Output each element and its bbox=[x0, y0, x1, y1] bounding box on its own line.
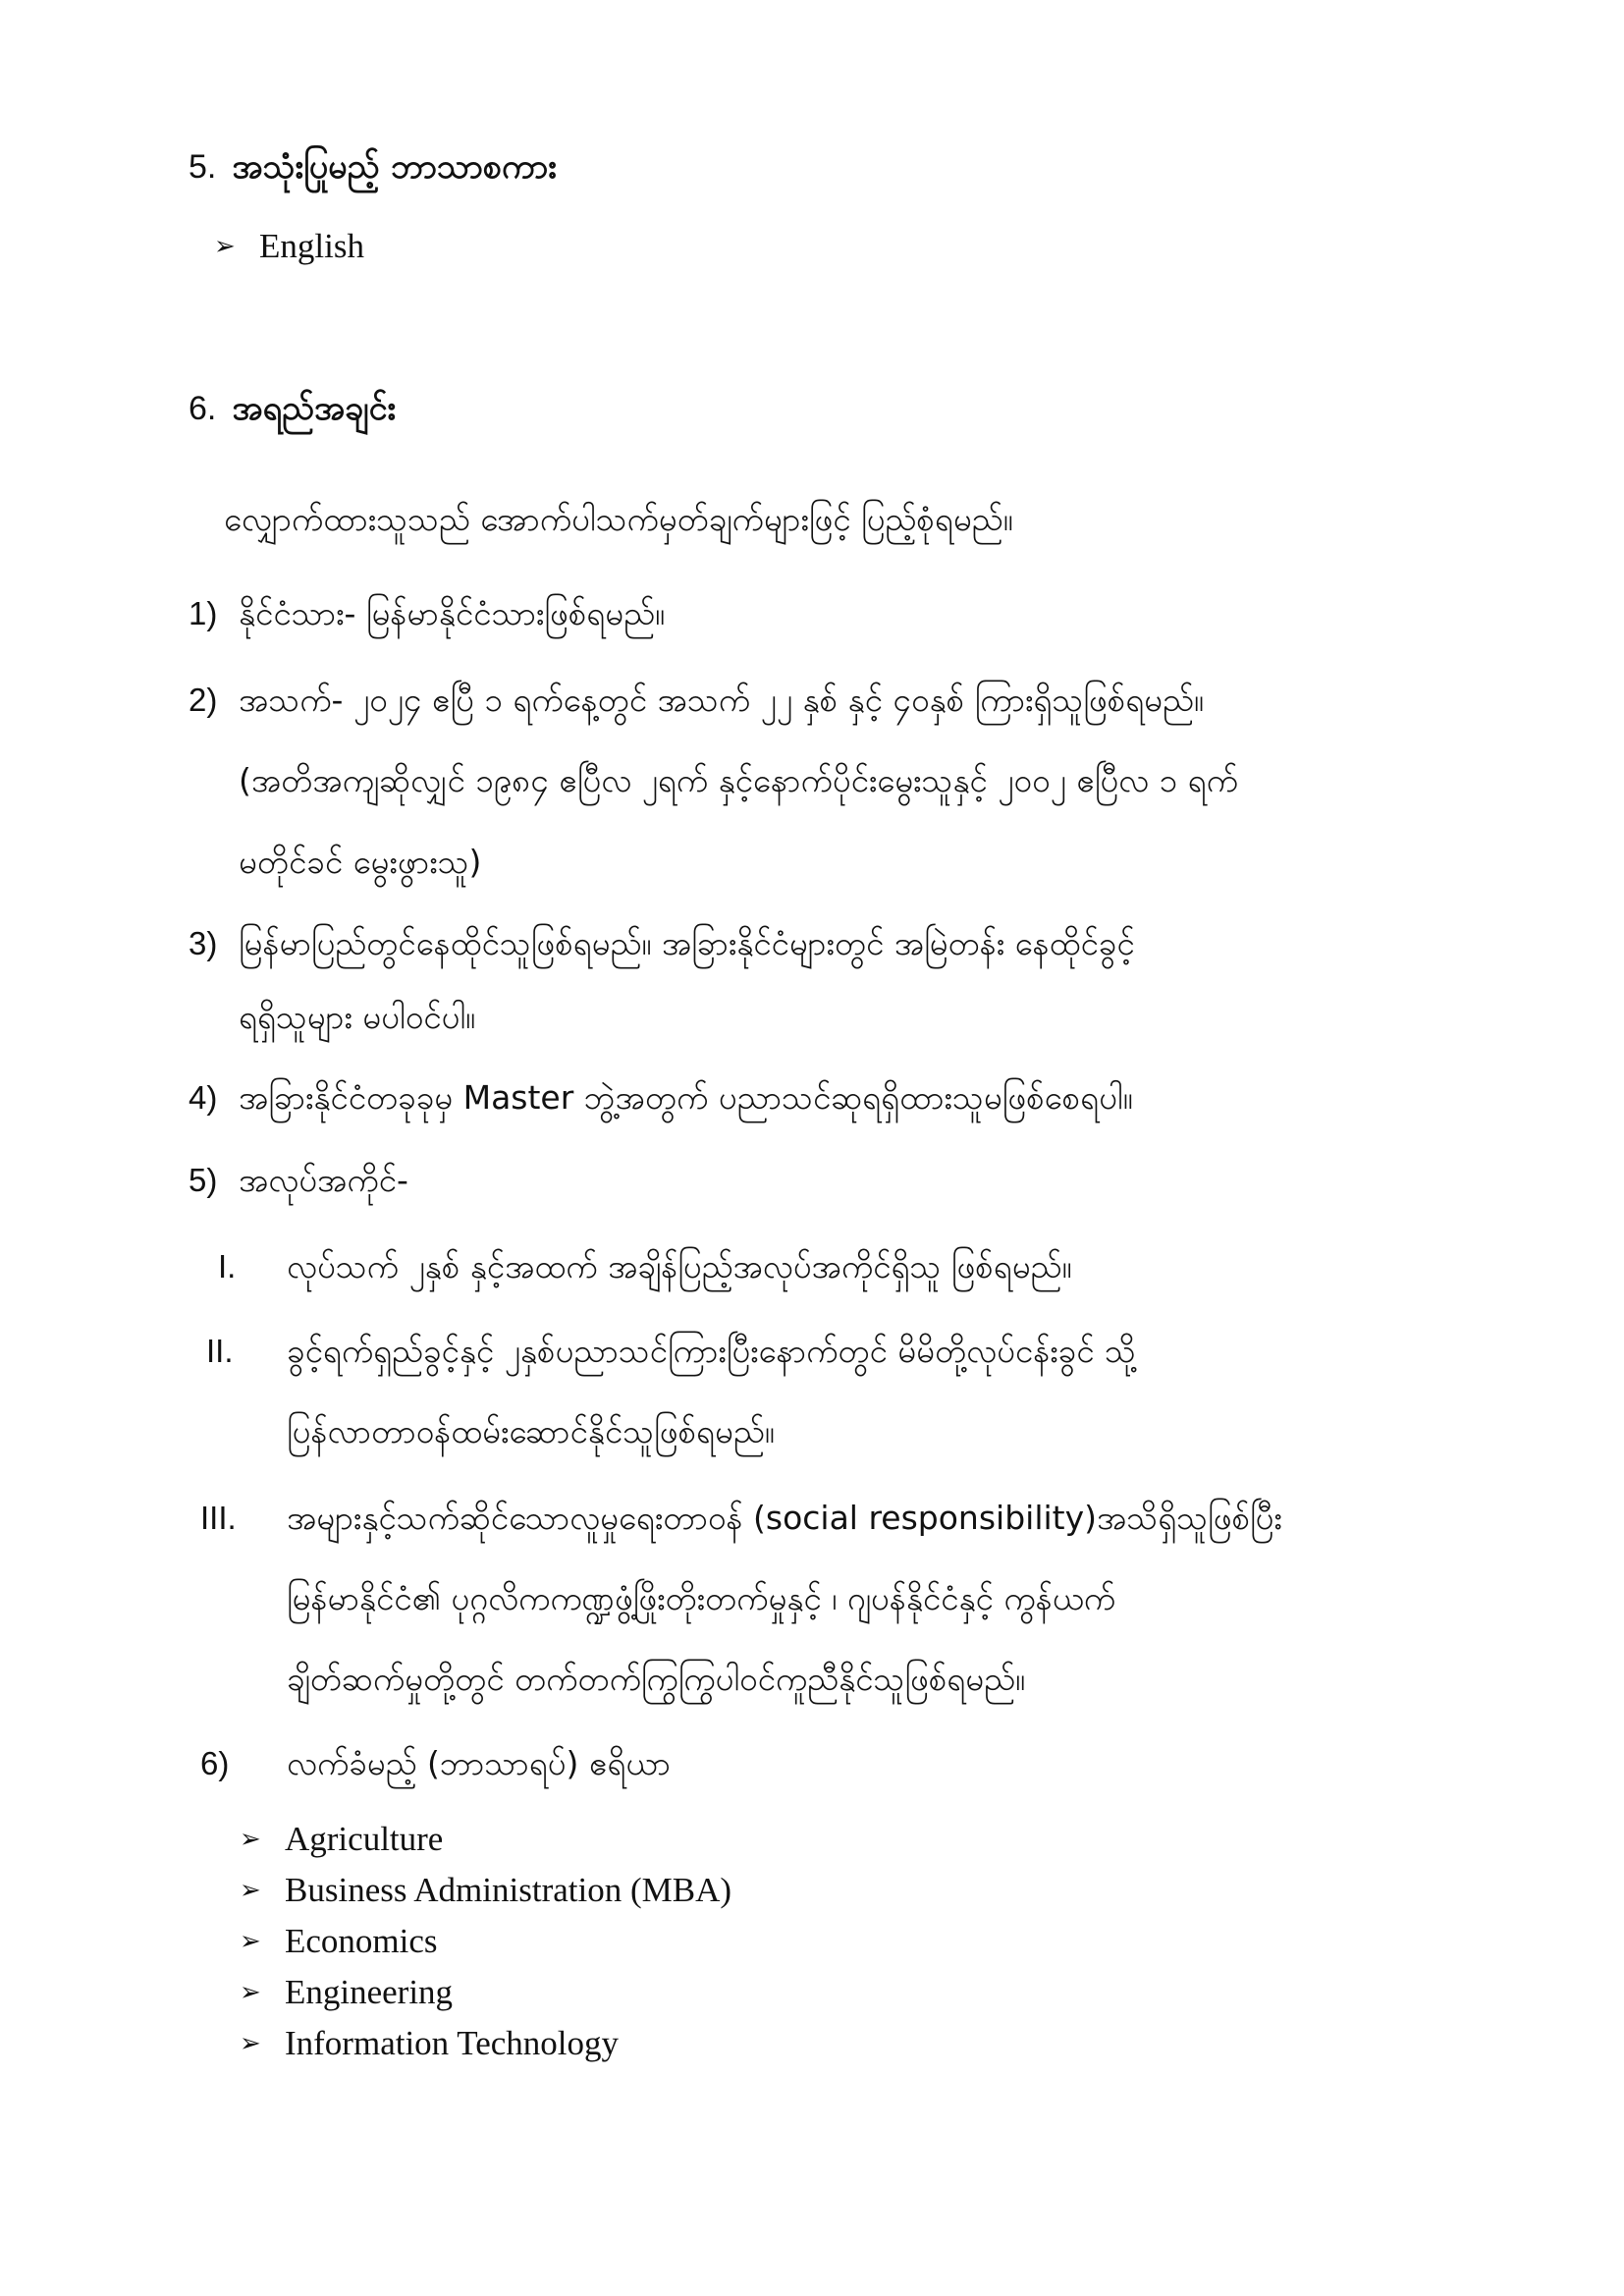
subitem-2-line-1: ခွင့်ရက်ရှည်ခွင့်နှင့် ၂နှစ်ပညာသင်ကြားပြီးနောက်တွင် မိမိတို့လုပ်ငန်းခွင် သို့ bbox=[287, 1332, 1136, 1370]
item-6-text: လက်ခံမည့် (ဘာသာရပ်) ဧရိယာ bbox=[287, 1744, 671, 1782]
subitem-3-label: III. bbox=[200, 1500, 237, 1536]
arrow-bullet-icon: ➢ bbox=[240, 1876, 261, 1905]
item-2-label: 2) bbox=[189, 682, 218, 718]
subitem-3-line-3: ချိတ်ဆက်မှုတို့တွင် တက်တက်ကြွကြွပါဝင်ကူညီနိုင်သူဖြစ်ရမည်။ bbox=[287, 1660, 1025, 1698]
arrow-bullet-icon: ➢ bbox=[240, 1978, 261, 2007]
subitem-2-line-2: ပြန်လာတာဝန်ထမ်းဆောင်နိုင်သူဖြစ်ရမည်။ bbox=[287, 1412, 775, 1450]
subject-agriculture: Agriculture bbox=[285, 1820, 444, 1858]
item-2-line-1: အသက်- ၂၀၂၄ ဧပြီ ၁ ရက်နေ့တွင် အသက် ၂၂ နှစ် နှင့် ၄၀နှစ် ကြားရှိသူဖြစ်ရမည်။ bbox=[239, 681, 1204, 719]
section-5-number: 5. bbox=[189, 148, 217, 186]
section-6-heading bbox=[189, 385, 396, 432]
item-1-text: နိုင်ငံသား- မြန်မာနိုင်ငံသားဖြစ်ရမည်။ bbox=[239, 594, 665, 632]
subject-economics: Economics bbox=[285, 1922, 438, 1960]
subitem-1-text: လုပ်သက် ၂နှစ် နှင့်အထက် အချိန်ပြည့်အလုပ်အကိုင်ရှိသူ ဖြစ်ရမည်။ bbox=[287, 1247, 1072, 1285]
subject-business-administration: Business Administration (MBA) bbox=[285, 1871, 732, 1909]
arrow-bullet-icon: ➢ bbox=[240, 1927, 261, 1956]
arrow-bullet-icon: ➢ bbox=[240, 2029, 261, 2058]
item-5-label: 5) bbox=[189, 1162, 218, 1198]
section-6-intro: လျှောက်ထားသူသည် အောက်ပါသက်မှတ်ချက်များဖြင့် ပြည့်စုံရမည်။ bbox=[224, 500, 1013, 538]
subitem-3-line-1: အများနှင့်သက်ဆိုင်သောလူမှုရေးတာဝန် (social responsibility)အသိရှိသူဖြစ်ပြီး bbox=[287, 1499, 1282, 1537]
section-5-heading bbox=[189, 143, 557, 191]
arrow-bullet-icon: ➢ bbox=[214, 232, 236, 261]
item-2-line-3: မတိုင်ခင် မွေးဖွားသူ) bbox=[239, 843, 482, 881]
item-6-label: 6) bbox=[200, 1745, 230, 1781]
language-english: English bbox=[259, 227, 364, 265]
section-6-number: 6. bbox=[189, 390, 217, 427]
item-5-text: အလုပ်အကိုင်- bbox=[239, 1161, 408, 1199]
item-1-label: 1) bbox=[189, 595, 218, 631]
item-4-text: အခြားနိုင်ငံတခုခုမှ Master ဘွဲ့အတွက် ပညာသင်ဆုရရှိထားသူမဖြစ်စေရပါ။ bbox=[239, 1078, 1133, 1117]
section-5-bullet bbox=[214, 224, 364, 269]
item-3-line-1: မြန်မာပြည်တွင်နေထိုင်သူဖြစ်ရမည်။ အခြားနိုင်ငံများတွင် အမြဲတန်း နေထိုင်ခွင့် bbox=[239, 924, 1135, 962]
subject-list-item bbox=[240, 1868, 731, 1913]
subject-list-item bbox=[240, 2021, 619, 2066]
section-5-title: အသုံးပြုမည့် ဘာသာစကား bbox=[232, 147, 557, 187]
subitem-2-label: II. bbox=[206, 1333, 234, 1369]
item-3-label: 3) bbox=[189, 925, 218, 961]
subject-list-item bbox=[240, 1919, 438, 1964]
item-2-line-2: (အတိအကျဆိုလျှင် ၁၉၈၄ ဧပြီလ ၂ရက် နှင့်နောက်ပိုင်းမွေးသူနှင့် ၂၀၀၂ ဧပြီလ ၁ ရက် bbox=[239, 761, 1238, 799]
subject-information-technology: Information Technology bbox=[285, 2024, 620, 2062]
item-4-label: 4) bbox=[189, 1079, 218, 1116]
subject-engineering: Engineering bbox=[285, 1973, 454, 2011]
subitem-1-label: I. bbox=[218, 1248, 237, 1285]
subject-list-item bbox=[240, 1817, 443, 1862]
section-6-title: အရည်အချင်း bbox=[232, 389, 397, 428]
subitem-3-line-2: မြန်မာနိုင်ငံ၏ ပုဂ္ဂလိကကဏ္ဍဖွံ့ဖြိုးတိုးတက်မှုနှင့် ၊ ဂျပန်နိုင်ငံနှင့် ကွန်ယက် bbox=[287, 1579, 1116, 1617]
item-3-line-2: ရရှိသူများ မပါဝင်ပါ။ bbox=[239, 998, 476, 1036]
subject-list-item bbox=[240, 1970, 453, 2015]
arrow-bullet-icon: ➢ bbox=[240, 1825, 261, 1854]
